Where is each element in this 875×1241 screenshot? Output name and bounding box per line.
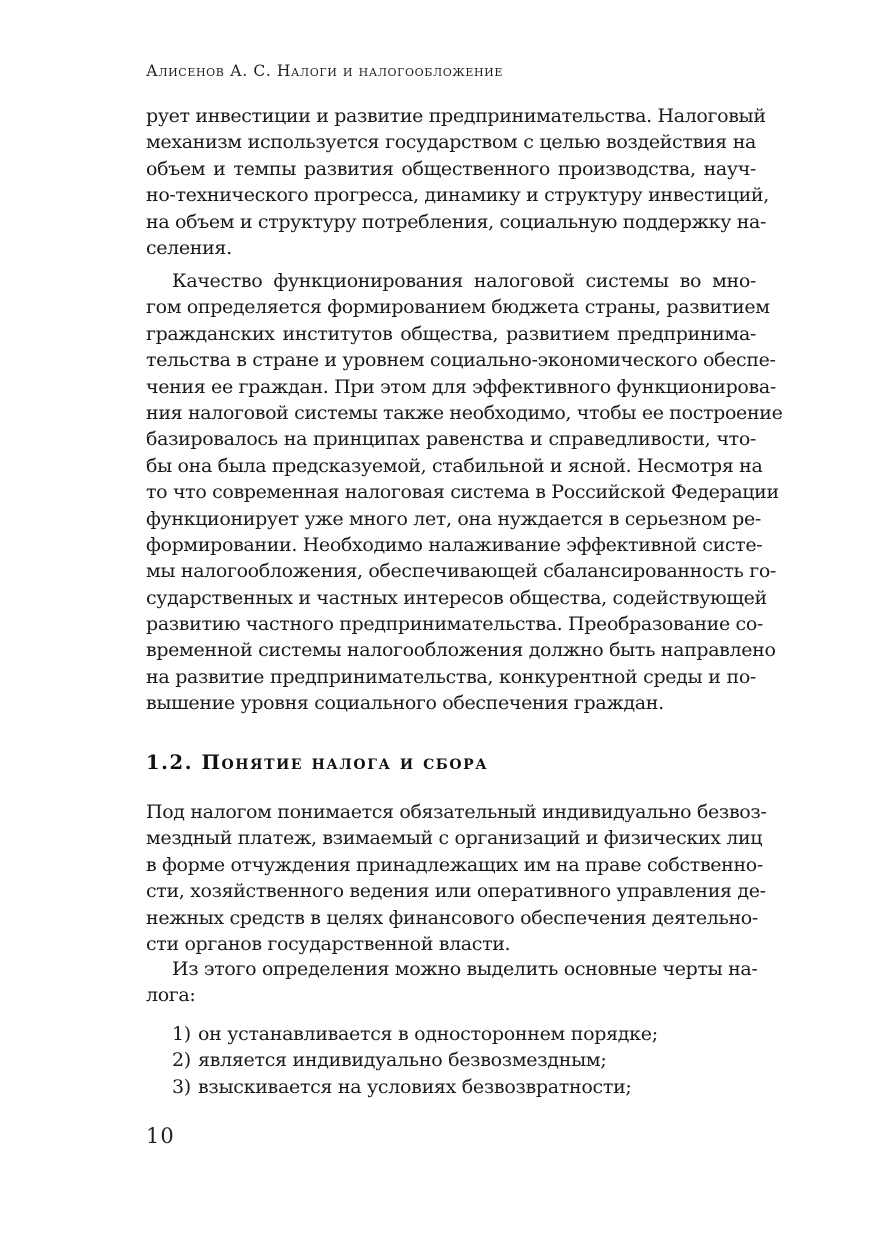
paragraph-1 [146,103,769,261]
text-line: Качество функционирования налоговой системы во мно- [172,270,756,292]
list-item-text: взыскивается на условиях безвозвратности; [198,1075,632,1098]
text-line: тельства в стране и уровнем социально-экономического обеспе- [146,349,776,372]
paragraph-3 [146,799,767,957]
list-item-text: является индивидуально безвозмездным; [198,1049,607,1072]
page-number: 10 [146,1124,175,1148]
text-line: нежных средств в целях финансового обеспечения деятельно- [146,906,758,929]
text-line: лога: [146,984,196,1007]
paragraph-2 [146,268,783,717]
text-line: вышение уровня социального обеспечения граждан. [146,692,664,715]
text-line: развитию частного предпринимательства. Преобразование со- [146,613,763,636]
text-line: селения. [146,236,232,259]
running-head: Алисенов А. С. Налоги и налогообложение [146,62,503,80]
text-line: бы она была предсказуемой, стабильной и ясной. Несмотря на [146,454,763,477]
text-line: ния налоговой системы также необходимо, чтобы ее построение [146,401,783,424]
text-line: формировании. Необходимо налаживание эффективной систе- [146,533,763,556]
list-item-text: он устанавливается в одностороннем порядке; [198,1023,658,1045]
list-item-number: 1) [172,1023,191,1045]
text-line: рует инвестиции и развитие предпринимательства. Налоговый [146,105,766,127]
list-item [146,1047,756,1073]
text-line: то что современная налоговая система в Российской Федерации [146,481,779,504]
features-list [146,1021,756,1100]
text-line: механизм используется государством с целью воздействия на [146,131,756,154]
text-line: чения ее граждан. При этом для эффективного функционирова- [146,375,776,398]
text-line: гражданских институтов общества, развитием предпринима- [146,322,756,345]
text-line: Из этого определения можно выделить основные черты на- [172,958,758,980]
text-line: функционирует уже много лет, она нуждается в серьезном ре- [146,507,761,530]
paragraph-4 [146,956,756,1009]
text-line: мы налогообложения, обеспечивающей сбалансированность го- [146,560,776,583]
list-item-number: 3) [172,1075,191,1098]
section-heading: 1.2. Понятие налога и сбора [146,751,489,774]
list-item [146,1021,756,1047]
text-line: но-технического прогресса, динамику и структуру инвестиций, [146,184,769,207]
text-line: сти органов государственной власти. [146,932,511,955]
text-line: временной системы налогообложения должно быть направлено [146,639,776,662]
text-line: мездный платеж, взимаемый с организаций и физических лиц [146,827,763,850]
text-line: на развитие предпринимательства, конкурентной среды и по- [146,665,756,688]
text-line: базировалось на принципах равенства и справедливости, что- [146,428,756,451]
text-line: объем и темпы развития общественного производства, науч- [146,157,756,180]
text-line: в форме отчуждения принадлежащих им на праве собственно- [146,853,763,876]
text-line: на объем и структуру потребления, социальную поддержку на- [146,210,767,233]
text-line: Под налогом понимается обязательный индивидуально безвоз- [146,801,767,823]
text-line: гом определяется формированием бюджета страны, развитием [146,296,770,319]
list-item [146,1074,756,1100]
text-line: сти, хозяйственного ведения или оперативного управления де- [146,880,766,903]
text-line: сударственных и частных интересов общества, содействующей [146,586,767,609]
list-item-number: 2) [172,1049,191,1072]
